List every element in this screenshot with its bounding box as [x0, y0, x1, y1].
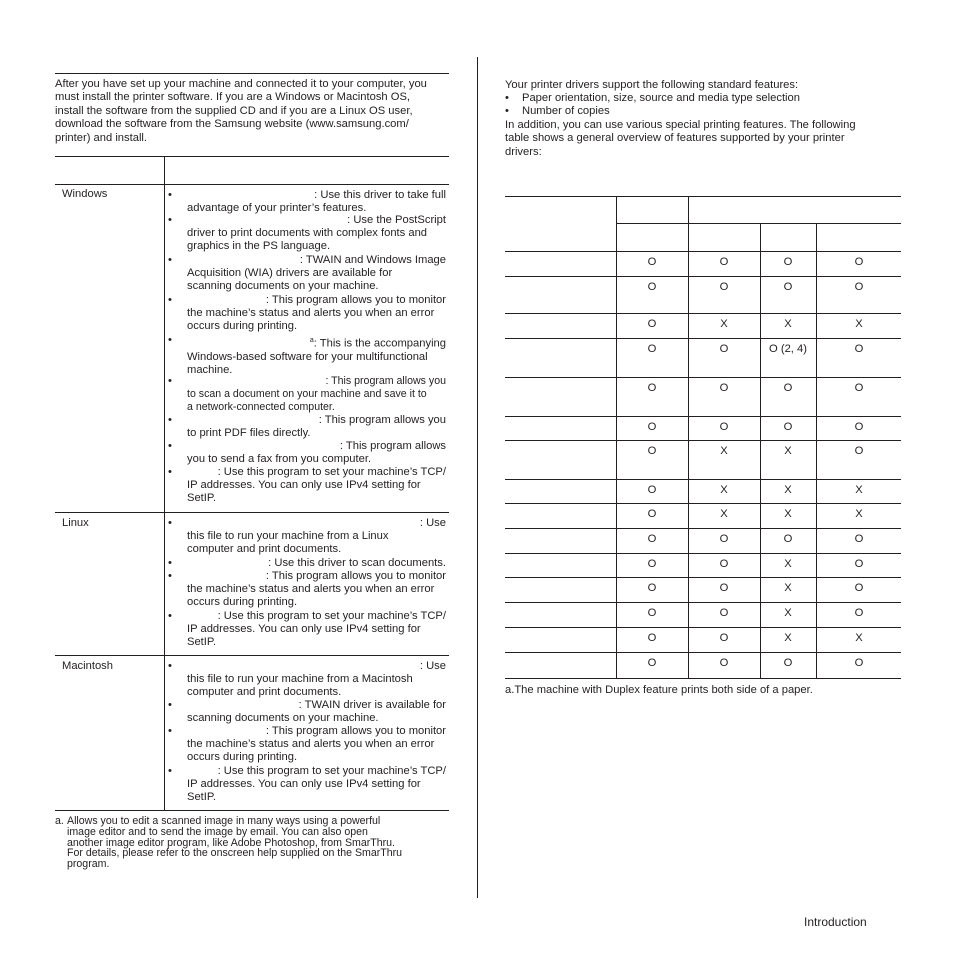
support-cell: O	[647, 281, 657, 293]
item-line: SetIP.	[187, 636, 217, 649]
support-cell: X	[720, 508, 728, 520]
support-cell: X	[784, 607, 792, 619]
page-footer: Introduction	[804, 915, 867, 929]
bullet-icon: •	[168, 610, 172, 622]
table-column-divider	[164, 156, 165, 810]
support-cell: O	[647, 445, 657, 457]
feature-bullet-text: Number of copies	[522, 105, 610, 117]
item-text: : Use	[419, 660, 446, 672]
table-row-rule	[505, 602, 901, 603]
table-row-divider	[55, 655, 449, 656]
item-text: : Use this program to set your machine’s TCP/	[217, 765, 446, 777]
item-line: the machine’s status and alerts you when an error	[187, 738, 435, 751]
software-item	[168, 375, 446, 415]
table-row-rule	[505, 577, 901, 578]
support-cell: O	[783, 256, 793, 268]
support-cell: O	[719, 256, 729, 268]
support-cell: X	[720, 484, 728, 496]
bullet-icon: •	[168, 294, 172, 306]
support-cell: O	[647, 318, 657, 330]
software-item	[168, 414, 446, 440]
intro-line: printer) and install.	[55, 131, 148, 144]
support-cell: X	[855, 508, 863, 520]
footnote-line: Allows you to edit a scanned image in many ways using a powerful	[67, 815, 381, 827]
item-text: : Use this driver to scan documents.	[268, 557, 446, 569]
item-text: : This is the accompanying	[313, 337, 446, 350]
column-divider	[477, 57, 478, 898]
item-line: occurs during printing.	[187, 320, 298, 333]
item-line: computer and print documents.	[187, 543, 342, 556]
support-cell: O	[854, 382, 864, 394]
support-cell: O	[719, 657, 729, 669]
table-row-divider	[55, 512, 449, 513]
item-line: you to send a fax from you computer.	[187, 453, 372, 466]
item-line: to scan a document on your machine and save it to	[187, 388, 427, 401]
software-item	[168, 334, 446, 377]
intro-line: install the software from the supplied CD and if you are a Linux OS user,	[55, 104, 413, 117]
item-line: driver to print documents with complex fonts and	[187, 227, 428, 240]
os-label: Linux	[62, 517, 89, 529]
software-item	[168, 699, 446, 725]
bullet-icon: •	[168, 334, 172, 346]
software-item	[168, 660, 446, 700]
support-cell: O	[719, 382, 729, 394]
item-line: advantage of your printer’s features.	[187, 202, 367, 215]
support-cell: O	[647, 484, 657, 496]
item-line	[187, 610, 446, 623]
item-line: IP addresses. You can only use IPv4 setting for	[187, 778, 421, 791]
support-cell: O	[719, 582, 729, 594]
feature-bullet: • Paper orientation, size, source and media type selection	[505, 92, 800, 104]
support-cell: X	[855, 318, 863, 330]
os-label: Windows	[62, 188, 108, 200]
section-rule-left	[55, 73, 449, 74]
support-cell: X	[784, 445, 792, 457]
support-cell: O	[647, 582, 657, 594]
item-line	[187, 557, 446, 570]
support-cell: X	[784, 582, 792, 594]
table-row-rule	[505, 652, 901, 653]
table-column-rule	[616, 196, 617, 678]
item-line	[187, 517, 446, 530]
support-cell: X	[784, 632, 792, 644]
support-cell: X	[784, 558, 792, 570]
item-line: IP addresses. You can only use IPv4 setting for	[187, 479, 421, 492]
support-cell: X	[855, 484, 863, 496]
support-cell: O	[719, 343, 729, 355]
software-item	[168, 294, 446, 334]
bullet-icon: •	[168, 570, 172, 582]
item-line: IP addresses. You can only use IPv4 setting for	[187, 623, 421, 636]
table-row-rule	[505, 338, 901, 339]
item-text: : Use the PostScript	[347, 214, 446, 226]
software-item	[168, 557, 446, 570]
footnote-marker: a.	[55, 815, 64, 827]
item-line: machine.	[187, 364, 233, 377]
bullet-icon: •	[168, 765, 172, 777]
footnote-line: image editor and to send the image by email. You can also open	[67, 825, 368, 838]
software-item	[168, 254, 446, 294]
support-cell: O	[854, 582, 864, 594]
item-text: : This program allows you	[318, 414, 446, 426]
item-text: : This program allows you to monitor	[265, 725, 446, 737]
support-cell: O	[647, 533, 657, 545]
table-row-rule	[505, 377, 901, 378]
item-line: scanning documents on your machine.	[187, 280, 379, 293]
item-line: SetIP.	[187, 492, 217, 505]
support-cell: O	[719, 421, 729, 433]
support-cell: O	[719, 281, 729, 293]
item-line: this file to run your machine from a Macintosh	[187, 673, 413, 686]
software-item	[168, 517, 446, 557]
software-item	[168, 189, 446, 215]
bullet-icon: •	[168, 557, 172, 569]
table-subheader-rule	[616, 223, 901, 224]
bullet-icon: •	[168, 375, 172, 387]
item-line: graphics in the PS language.	[187, 240, 331, 253]
support-cell: O	[783, 657, 793, 669]
software-item	[168, 610, 446, 650]
item-line	[187, 294, 446, 307]
software-item	[168, 466, 446, 506]
footnote-line: program.	[67, 858, 110, 871]
item-line	[187, 334, 446, 351]
support-cell: O	[854, 533, 864, 545]
table-top-rule	[505, 196, 901, 197]
bullet-icon: •	[168, 466, 172, 478]
item-line	[187, 254, 446, 267]
item-line: occurs during printing.	[187, 596, 298, 609]
support-cell: O	[719, 558, 729, 570]
item-text: : This program allows	[339, 440, 446, 452]
item-line: occurs during printing.	[187, 751, 298, 764]
table-row-rule	[505, 440, 901, 441]
intro-line: must install the printer software. If you are a Windows or Macintosh OS,	[55, 91, 411, 104]
support-cell: O	[647, 421, 657, 433]
table-row-rule	[505, 416, 901, 417]
support-cell: O	[647, 558, 657, 570]
item-line: SetIP.	[187, 791, 217, 804]
item-text: : Use this driver to take full	[314, 189, 446, 201]
support-cell: O	[783, 281, 793, 293]
software-item	[168, 725, 446, 765]
support-cell: O	[783, 421, 793, 433]
item-line: Windows-based software for your multifunctional	[187, 350, 428, 363]
item-line	[187, 725, 446, 738]
os-label: Macintosh	[62, 660, 113, 672]
paragraph-line: table shows a general overview of features supported by your printer	[505, 132, 845, 145]
feature-bullet-text: Paper orientation, size, source and media type selection	[522, 92, 800, 104]
support-cell: O	[647, 607, 657, 619]
feature-bullet: • Number of copies	[505, 105, 610, 117]
support-cell: X	[784, 508, 792, 520]
item-line: computer and print documents.	[187, 686, 342, 699]
table-row-rule	[505, 313, 901, 314]
item-line: the machine’s status and alerts you when an error	[187, 307, 435, 320]
support-cell: O	[647, 382, 657, 394]
bullet-icon: •	[168, 517, 172, 529]
item-line: this file to run your machine from a Linux	[187, 530, 389, 543]
table-row-rule	[505, 276, 901, 277]
bullet-icon: •	[168, 414, 172, 426]
support-cell: O	[854, 607, 864, 619]
support-cell: O	[854, 281, 864, 293]
table-row-rule	[505, 678, 901, 679]
item-line	[187, 375, 446, 388]
item-text: : This program allows you to monitor	[265, 294, 446, 306]
item-text: : TWAIN and Windows Image	[299, 254, 446, 266]
bullet-icon: •	[168, 254, 172, 266]
support-cell: O	[719, 607, 729, 619]
item-line	[187, 414, 446, 427]
item-line: the machine’s status and alerts you when an error	[187, 583, 435, 596]
support-cell: O (2, 4)	[769, 343, 807, 355]
support-cell: X	[855, 632, 863, 644]
left-intro-paragraph	[55, 78, 455, 145]
support-cell: X	[784, 484, 792, 496]
item-line: scanning documents on your machine.	[187, 712, 379, 725]
item-text: : This program allows you	[325, 375, 446, 387]
bullet-icon: •	[168, 660, 172, 672]
item-line	[187, 660, 446, 673]
support-cell: X	[720, 318, 728, 330]
table-row-rule	[505, 528, 901, 529]
support-cell: O	[719, 632, 729, 644]
bullet-icon: •	[168, 725, 172, 737]
item-line	[187, 440, 446, 453]
right-paragraph	[505, 119, 856, 159]
paragraph-line: drivers:	[505, 145, 542, 158]
support-cell: O	[719, 533, 729, 545]
support-cell: X	[720, 445, 728, 457]
support-cell: O	[854, 558, 864, 570]
bullet-icon: •	[168, 214, 172, 226]
bullet-icon: •	[168, 189, 172, 201]
support-cell: O	[647, 343, 657, 355]
table-row-divider	[55, 810, 449, 811]
table-header	[55, 156, 449, 185]
table-row-rule	[505, 503, 901, 504]
software-item	[168, 765, 446, 805]
support-cell: O	[647, 657, 657, 669]
support-cell: O	[854, 445, 864, 457]
item-text: : TWAIN driver is available for	[298, 699, 446, 711]
support-cell: O	[854, 343, 864, 355]
table-row-rule	[505, 627, 901, 628]
table-row-rule	[505, 553, 901, 554]
support-cell: O	[647, 632, 657, 644]
bullet-icon: •	[168, 699, 172, 711]
support-cell: O	[854, 421, 864, 433]
right-footnote: a.The machine with Duplex feature prints both side of a paper.	[505, 684, 813, 696]
footnote-ref: a	[309, 337, 314, 344]
item-line	[187, 189, 446, 202]
item-line: Acquisition (WIA) drivers are available for	[187, 267, 393, 280]
software-item	[168, 214, 446, 254]
bullet-icon: •	[168, 440, 172, 452]
item-text: : Use	[419, 517, 446, 529]
support-cell: O	[783, 382, 793, 394]
support-cell: X	[784, 318, 792, 330]
intro-line: download the software from the Samsung website (www.samsung.com/	[55, 118, 409, 131]
item-text: : Use this program to set your machine’s TCP/	[217, 466, 446, 478]
item-line	[187, 570, 446, 583]
software-item	[168, 570, 446, 610]
item-line	[187, 466, 446, 479]
support-cell: O	[854, 256, 864, 268]
software-item	[168, 440, 446, 466]
intro-line: After you have set up your machine and connected it to your computer, you	[55, 78, 427, 90]
support-cell: O	[647, 256, 657, 268]
item-text: : Use this program to set your machine’s TCP/	[217, 610, 446, 622]
support-cell: O	[783, 533, 793, 545]
paragraph-line: In addition, you can use various special printing features. The following	[505, 119, 856, 131]
item-line	[187, 699, 446, 712]
item-line: a network-connected computer.	[187, 401, 335, 414]
table-row-rule	[505, 479, 901, 480]
left-footnote	[55, 816, 455, 870]
right-intro: Your printer drivers support the following standard features:	[505, 79, 799, 91]
footnote-line: another image editor program, like Adobe Photoshop, from SmarThru.	[67, 836, 395, 849]
item-line	[187, 765, 446, 778]
item-text: : This program allows you to monitor	[265, 570, 446, 582]
item-line: to print PDF files directly.	[187, 427, 311, 440]
support-cell: O	[647, 508, 657, 520]
features-table	[505, 196, 901, 678]
item-line	[187, 214, 446, 227]
table-row-rule	[505, 251, 901, 252]
footnote-line: For details, please refer to the onscreen help supplied on the SmarThru	[67, 847, 403, 860]
support-cell: O	[854, 657, 864, 669]
table-column-rule	[688, 196, 689, 678]
